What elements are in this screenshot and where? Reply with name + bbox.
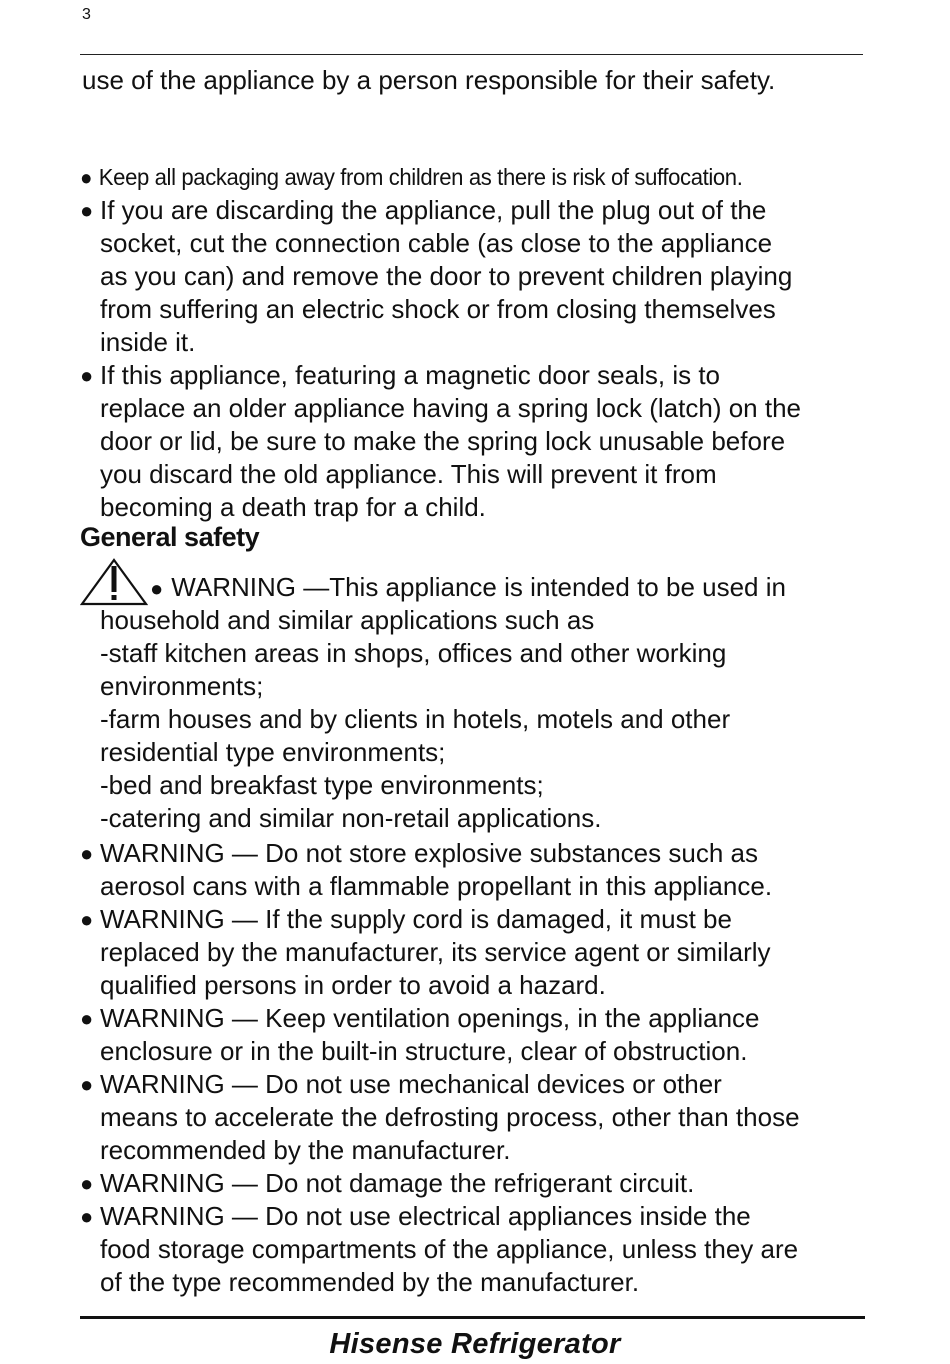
list-item — [80, 1002, 800, 1068]
warning-intro-line: environments; — [100, 671, 264, 701]
warning-intro-line: -catering and similar non-retail applications. — [100, 803, 602, 833]
list-item-line: as you can) and remove the door to prevent children playing — [100, 261, 793, 291]
list-item-line: WARNING — Do not damage the refrigerant circuit. — [100, 1168, 695, 1198]
bullet: ● — [80, 198, 94, 223]
list-item-line: means to accelerate the defrosting process, other than those — [100, 1102, 800, 1132]
list-item-line: WARNING — Do not use mechanical devices or other — [100, 1069, 722, 1099]
list-item-line: door or lid, be sure to make the spring lock unusable before — [100, 426, 786, 456]
footer-brand: Hisense Refrigerator — [329, 1328, 621, 1360]
list-item — [80, 194, 801, 359]
warning-intro-line: household and similar applications such as — [100, 605, 595, 635]
list-item-line: If this appliance, featuring a magnetic door seals, is to — [100, 360, 721, 390]
list-item-line: you discard the old appliance. This will prevent it from — [100, 459, 717, 489]
bottom-rule — [80, 1316, 865, 1319]
list-item-line: inside it. — [100, 327, 196, 357]
list-item — [80, 903, 800, 1002]
warning-intro-first-line — [150, 571, 786, 605]
list-item-line: WARNING — Do not use electrical appliances inside the — [100, 1201, 751, 1231]
list-item-line: WARNING — Keep ventilation openings, in the appliance — [100, 1003, 760, 1033]
list-item-line: WARNING — Do not store explosive substances such as — [100, 838, 758, 868]
bullet: ● — [80, 1204, 94, 1229]
list-item-line: becoming a death trap for a child. — [100, 492, 486, 522]
list-item-line: enclosure or in the built-in structure, clear of obstruction. — [100, 1036, 748, 1066]
list-item-line: replace an older appliance having a spring lock (latch) on the — [100, 393, 801, 423]
list-item — [80, 1167, 800, 1200]
list-item-line: recommended by the manufacturer. — [100, 1135, 511, 1165]
bullet: ● — [80, 363, 94, 388]
warning-intro-line: -bed and breakfast type environments; — [100, 770, 544, 800]
intro-text: use of the appliance by a person responsible for their safety. — [82, 65, 776, 95]
list-item-line: food storage compartments of the appliance, unless they are — [100, 1234, 799, 1264]
bullet: ● — [80, 1006, 94, 1031]
top-rule — [80, 54, 863, 55]
list-item — [80, 359, 801, 524]
bullet: ● — [80, 1171, 94, 1196]
list-item-line: If you are discarding the appliance, pull the plug out of the — [100, 195, 767, 225]
list-item — [80, 161, 758, 194]
warning-intro-line: residential type environments; — [100, 737, 446, 767]
page-number: 3 — [82, 6, 91, 23]
list-item-line: replaced by the manufacturer, its service agent or similarly — [100, 937, 771, 967]
list-item-line: of the type recommended by the manufacturer. — [100, 1267, 640, 1297]
list-item-line: qualified persons in order to avoid a hazard. — [100, 970, 606, 1000]
list-item-line: socket, cut the connection cable (as close to the appliance — [100, 228, 773, 258]
bullet: ● — [150, 576, 164, 601]
warning-triangle-icon — [80, 558, 148, 606]
section-heading: General safety — [80, 522, 260, 552]
list-item-line: aerosol cans with a flammable propellant in this appliance. — [100, 871, 773, 901]
bullet: ● — [80, 165, 93, 190]
warning-intro-text: WARNING —This appliance is intended to be used in — [171, 572, 786, 602]
list-item-line: WARNING — If the supply cord is damaged, it must be — [100, 904, 732, 934]
child-safety-list — [80, 161, 801, 524]
warning-intro-line: -farm houses and by clients in hotels, motels and other — [100, 704, 731, 734]
list-item — [80, 1200, 800, 1299]
bullet: ● — [80, 1072, 94, 1097]
list-item — [80, 837, 800, 903]
warnings-list — [80, 837, 800, 1299]
warning-intro-lines — [100, 604, 730, 835]
list-item-line: from suffering an electric shock or from closing themselves — [100, 294, 776, 324]
bullet: ● — [80, 841, 94, 866]
warning-intro-line: -staff kitchen areas in shops, offices and other working — [100, 638, 727, 668]
bullet: ● — [80, 907, 94, 932]
list-item — [80, 1068, 800, 1167]
list-item-line: Keep all packaging away from children as there is risk of suffocation. — [98, 164, 743, 190]
